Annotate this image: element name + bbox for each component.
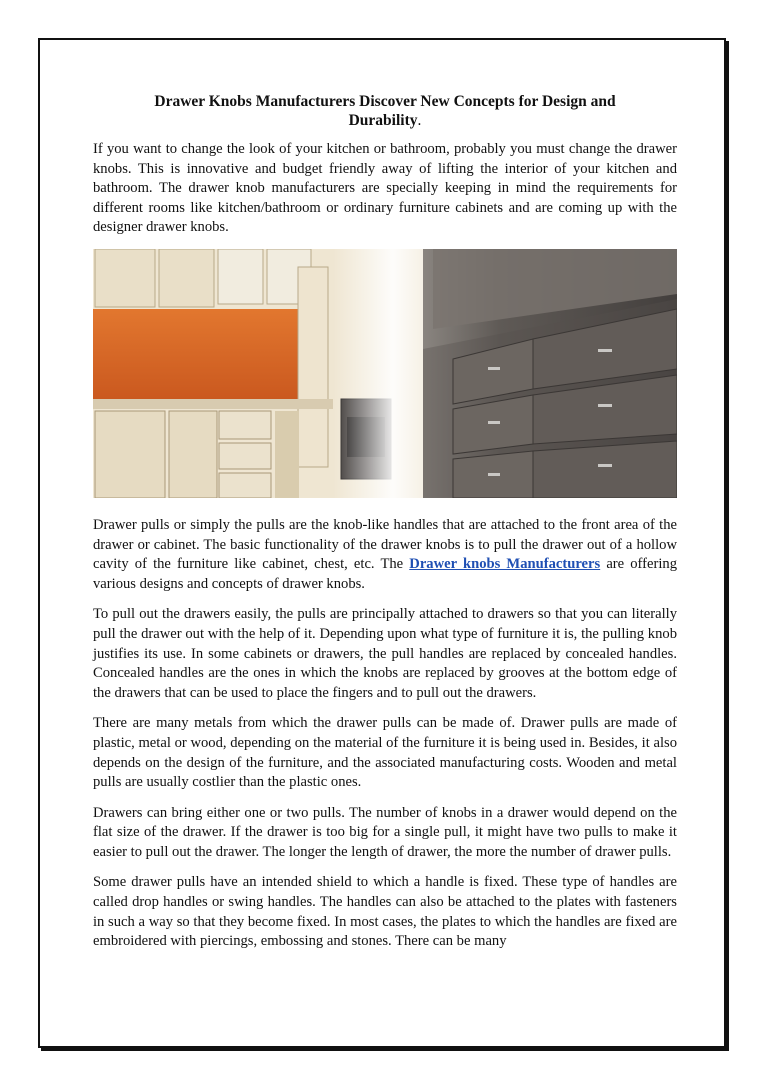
drawer-knobs-manufacturers-link[interactable]: Drawer knobs Manufacturers: [409, 556, 601, 573]
paragraph-drop-handles: Some drawer pulls have an intended shield to which a handle is fixed. These type of handles are called drop handles or swing handles. The handles can also be attached to the plates with fasteners in such a way so that they become fixed. In most cases, the plates to which the handles are fixed are embroidered with piercings, embossing and stones. There can be many: [93, 874, 677, 950]
paragraph-link: Drawer pulls or simply the pulls are the knob-like handles that are attached to the front area of the drawer or cabinet. The basic functionality of the drawer knobs is to pull the drawer out of a hollow cavity of the furniture like cabinet, chest, etc. The Drawer knobs Manufacturers are offering various designs and concepts of drawer knobs.: [93, 516, 678, 592]
document-body: [93, 92, 677, 963]
kitchen-cabinets-photo: [93, 249, 677, 498]
paragraph-materials: There are many metals from which the drawer pulls can be made of. Drawer pulls are made of plastic, metal or wood, depending on the material of the furniture it is being used in. Besides, it also depends on the design of the furniture, and the associated manufacturing costs. Wooden and metal pulls are usually costlier than the plastic ones.: [93, 715, 677, 791]
paragraph-number-of-pulls: Drawers can bring either one or two pulls. The number of knobs in a drawer would depend on the flat size of the drawer. If the drawer is too big for a single pull, it might have two pulls to make it easier to pull out the drawer. The longer the length of drawer, the more the number of drawer pulls.: [93, 804, 677, 860]
document-title: Drawer Knobs Manufacturers Discover New Concepts for Design and Durability.: [154, 93, 616, 129]
paragraph-intro: If you want to change the look of your kitchen or bathroom, probably you must change the drawer knobs. This is innovative and budget friendly away of lifting the interior of your kitchen and bathroom. The drawer knob manufacturers are specially keeping in mind the requirements for different rooms like kitchen/bathroom or ordinary furniture cabinets and are coming up with the designer drawer knobs.: [93, 141, 677, 236]
paragraph-pulling: To pull out the drawers easily, the pulls are principally attached to drawers so that you can literally pull the drawer out with the help of it. Depending upon what type of furniture it is, the pulling knob justifies its use. In some cabinets or drawers, the pull handles are replaced by concealed handles. Concealed handles are the ones in which the knobs are replaced by grooves at the bottom edge of the drawers that can be used to place the fingers and to pull out the drawers.: [93, 606, 677, 701]
